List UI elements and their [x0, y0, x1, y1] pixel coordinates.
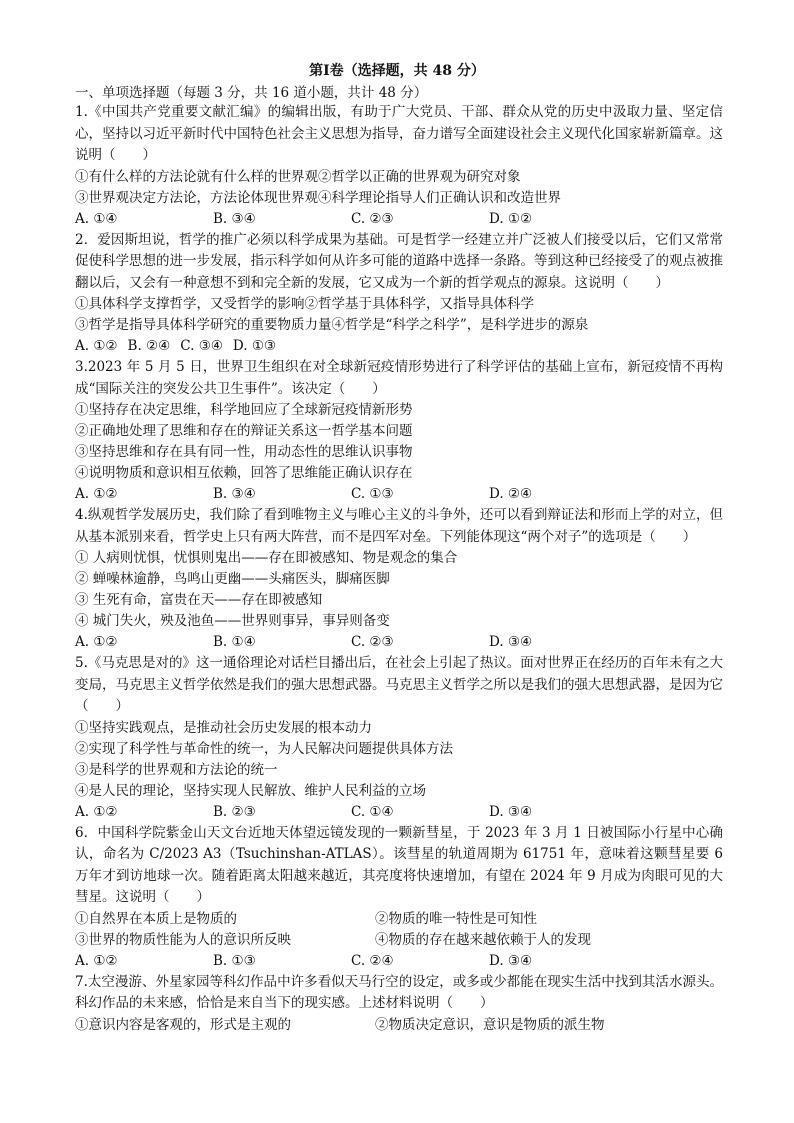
- statement-left: ①自然界在本质上是物质的: [75, 910, 237, 927]
- choice-b[interactable]: B. ③④: [213, 210, 256, 227]
- question-7: [75, 972, 723, 1036]
- choice-b[interactable]: B. ①④: [213, 634, 256, 650]
- choice-d[interactable]: D. ①③: [232, 338, 277, 354]
- statement-line: ①有什么样的方法论就有什么样的世界观②哲学以正确的世界观为研究对象: [75, 168, 521, 185]
- question-stem: 5.《马克思是对的》这一通俗理论对话栏目播出后，在社会上引起了热议。面对世界正在经历的百年未有之大变局，马克思主义哲学依然是我们的强大思想武器。马克思主义哲学之所以是我们的强大思想武器，是因为它（ ）: [75, 655, 723, 714]
- statement-left: ①意识内容是客观的，形式是主观的: [75, 1016, 291, 1033]
- statement-right: ④物质的存在越来越依赖于人的发现: [375, 931, 591, 948]
- choice-c[interactable]: C. ①③: [351, 486, 394, 502]
- statement-line: ②正确地处理了思维和存在的辩证关系这一哲学基本问题: [75, 423, 413, 439]
- question-5: [75, 653, 723, 823]
- choice-c[interactable]: C. ③④: [180, 338, 223, 354]
- statement-row: [75, 930, 723, 951]
- question-6: [75, 823, 723, 972]
- question-3: [75, 357, 723, 505]
- choice-d[interactable]: D. ③④: [489, 952, 533, 969]
- choice-c[interactable]: C. ②③: [351, 634, 394, 650]
- question-stem: 6．中国科学院紫金山天文台近地天体望远镜发现的一颗新彗星，于 2023 年 3 月 1 日被国际小行星中心确认，命名为 C/2023 A3（Tsuchinshan-ATLAS）。该彗星的轨道周期为 61751 年，意味着这颗彗星要 6 万年才到访地球一次。随着距离太阳越来越近，其亮度将快速增加，有望在 2024 年 9 月成为肉眼可见的大彗星。这说明（ ）: [75, 824, 723, 905]
- answer-choices: [75, 484, 723, 505]
- answer-choices: [75, 632, 723, 653]
- choice-a[interactable]: A. ①②: [75, 803, 118, 820]
- choice-c[interactable]: C. ②④: [351, 952, 394, 969]
- statement-row: [75, 1015, 723, 1036]
- answer-choices: [75, 336, 723, 357]
- choice-b[interactable]: B. ②③: [213, 803, 256, 820]
- statement-line: ③是科学的世界观和方法论的统一: [75, 761, 278, 778]
- statement-right: ②物质的唯一特性是可知性: [375, 910, 537, 927]
- statement-line: ④说明物质和意识相互依赖，回答了思维能正确认识存在: [75, 465, 413, 481]
- choice-a[interactable]: A. ①②: [75, 634, 118, 650]
- section-heading: 一、单项选择题（每题 3 分，共 16 道小题，共计 48 分）: [75, 85, 428, 101]
- statement-line: ③世界观决定方法论，方法论体现世界观④科学理论指导人们正确认识和改造世界: [75, 189, 561, 206]
- statement-line: ①坚持实践观点，是推动社会历史发展的根本动力: [75, 719, 372, 736]
- choice-d[interactable]: D. ③④: [489, 634, 533, 650]
- question-stem: 7.太空漫游、外星家园等科幻作品中许多看似天马行空的设定，或多或少都能在现实生活中找到其活水源头。科幻作品的未来感，恰恰是来自当下的现实感。上述材料说明（ ）: [75, 973, 723, 1011]
- question-stem: 2．爱因斯坦说，哲学的推广必须以科学成果为基础。可是哲学一经建立并广泛被人们接受以后，它们又常常促使科学思想的进一步发展，指示科学如何从许多可能的道路中选择一条路。等到这种已经接受了的观点被推翻以后，又会有一种意想不到和完全新的发展，它又成为一个新的哲学观点的源泉。这说明（ ）: [75, 231, 723, 291]
- statement-line: ② 蝉噪林逾静，鸟鸣山更幽——头痛医头，脚痛医脚: [75, 571, 390, 587]
- statement-right: ②物质决定意识，意识是物质的派生物: [375, 1016, 605, 1033]
- answer-choices: [75, 802, 723, 823]
- choice-b[interactable]: B. ①③: [213, 952, 256, 969]
- question-list: [75, 102, 723, 1036]
- statement-line: ④ 城门失火，殃及池鱼——世界则事异，事异则备变: [75, 613, 390, 629]
- choice-a[interactable]: A. ①②: [75, 952, 118, 969]
- question-4: [75, 505, 723, 653]
- statement-line: ①坚持存在决定思维，科学地回应了全球新冠疫情新形势: [75, 402, 413, 418]
- choice-a[interactable]: A. ①④: [75, 210, 118, 227]
- question-stem: 4.纵观哲学发展历史，我们除了看到唯物主义与唯心主义的斗争外，还可以看到辩证法和形而上学的对立，但从基本派别来看，哲学史上只有两大阵营，而不是四军对垒。下列能体现这“两个对子”的选项是（ ）: [75, 507, 723, 545]
- question-2: [75, 230, 723, 358]
- question-1: [75, 102, 723, 230]
- choice-d[interactable]: D. ③④: [489, 803, 533, 820]
- question-stem: 1.《中国共产党重要文献汇编》的编辑出版，有助于广大党员、干部、群众从党的历史中汲取力量、坚定信心，坚持以习近平新时代中国特色社会主义思想为指导，奋力谱写全面建设社会主义现代化国家崭新篇章。这说明（ ）: [75, 104, 723, 163]
- choice-a[interactable]: A. ①②: [75, 486, 118, 502]
- statement-line: ① 人病则忧惧，忧惧则鬼出——存在即被感知、物是观念的集合: [75, 550, 458, 566]
- statement-line: ④是人民的理论，坚持实现人民解放、维护人民利益的立场: [75, 782, 426, 799]
- statement-line: ③ 生死有命，富贵在天——存在即被感知: [75, 592, 323, 608]
- page-title: 第Ⅰ卷（选择题，共 48 分）: [309, 63, 485, 79]
- question-stem: 3.2023 年 5 月 5 日，世界卫生组织在对全球新冠疫情形势进行了科学评估的基础上宣布，新冠疫情不再构成“国际关注的突发公共卫生事件”。该决定（ ）: [75, 359, 723, 397]
- choice-b[interactable]: B. ②④: [127, 338, 171, 354]
- choice-d[interactable]: D. ①②: [489, 210, 533, 227]
- statement-line: ③哲学是指导具体科学研究的重要物质力量④哲学是“科学之科学”，是科学进步的源泉: [75, 317, 589, 333]
- answer-choices: [75, 951, 723, 972]
- statement-row: [75, 909, 723, 930]
- choice-d[interactable]: D. ②④: [489, 486, 533, 502]
- choice-b[interactable]: B. ③④: [213, 486, 256, 502]
- statement-line: ①具体科学支撑哲学，又受哲学的影响②哲学基于具体科学，又指导具体科学: [75, 296, 534, 312]
- statement-line: ③坚持思维和存在具有同一性，用动态性的思维认识事物: [75, 444, 413, 460]
- choice-a[interactable]: A. ①②: [75, 338, 118, 354]
- statement-left: ③世界的物质性能为人的意识所反映: [75, 931, 291, 948]
- choice-c[interactable]: C. ①④: [351, 803, 394, 820]
- answer-choices: [75, 209, 723, 230]
- statement-line: ②实现了科学性与革命性的统一，为人民解决问题提供具体方法: [75, 740, 453, 757]
- choice-c[interactable]: C. ②③: [351, 210, 394, 227]
